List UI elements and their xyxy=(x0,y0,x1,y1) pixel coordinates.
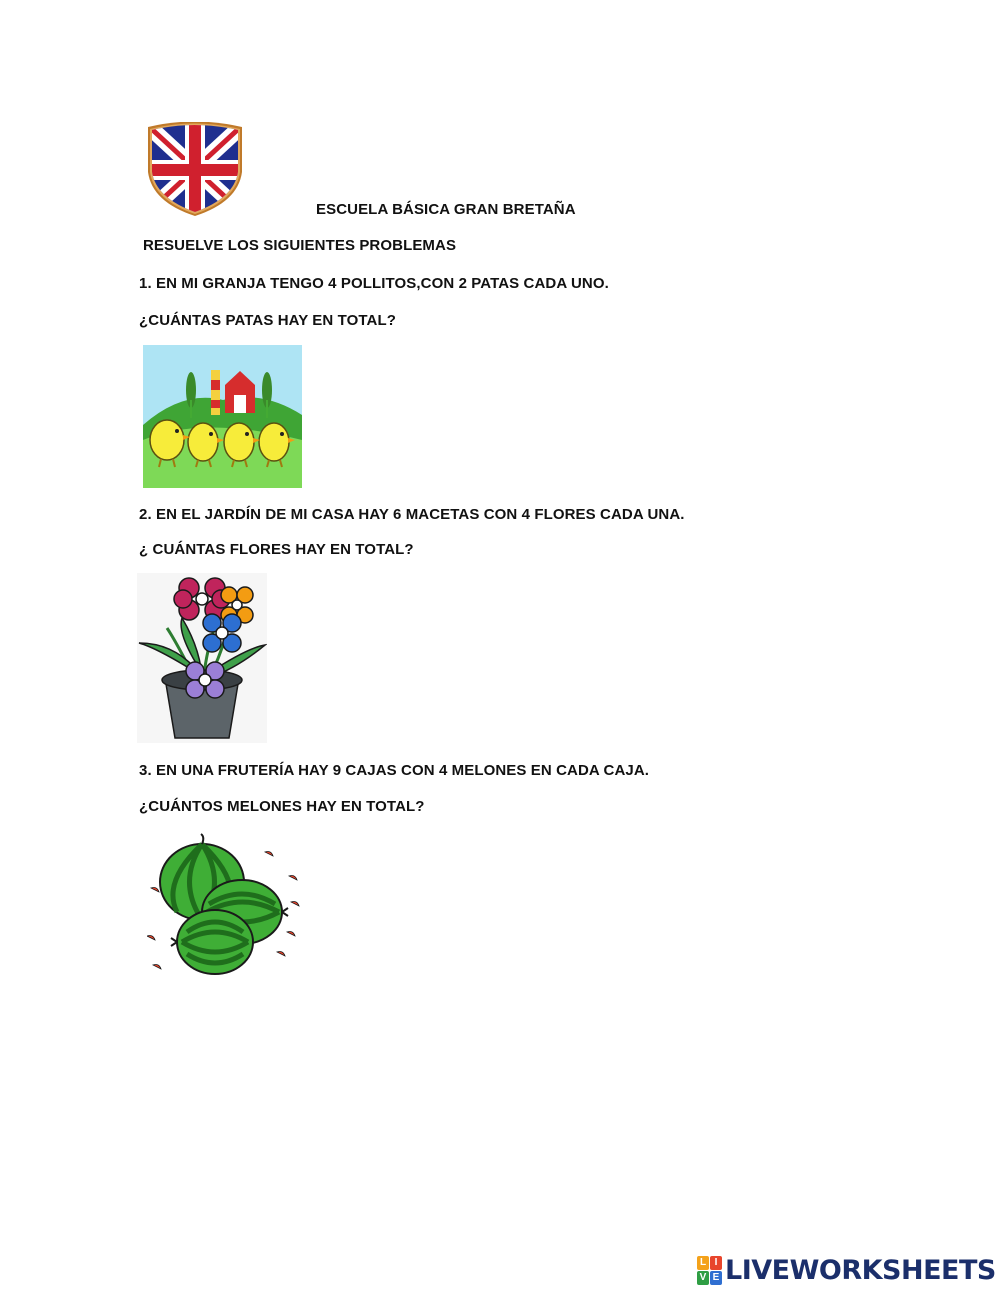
flower-pot-illustration xyxy=(137,573,267,743)
problem-2-question: ¿ CUÁNTAS FLORES HAY EN TOTAL? xyxy=(139,541,414,558)
problem-1-question: ¿CUÁNTAS PATAS HAY EN TOTAL? xyxy=(139,312,396,329)
problem-1-statement: 1. EN MI GRANJA TENGO 4 POLLITOS,CON 2 PATAS CADA UNO. xyxy=(139,275,609,292)
brand-block-e: E xyxy=(710,1271,722,1285)
school-name: ESCUELA BÁSICA GRAN BRETAÑA xyxy=(316,201,576,218)
problem-3-statement: 3. EN UNA FRUTERÍA HAY 9 CAJAS CON 4 MELONES EN CADA CAJA. xyxy=(139,762,650,779)
brand-block-i: I xyxy=(710,1256,722,1270)
chicks-farm-illustration xyxy=(143,345,302,488)
problem-2-statement: 2. EN EL JARDÍN DE MI CASA HAY 6 MACETAS CON 4 FLORES CADA UNA. xyxy=(139,506,685,523)
brand-block-v: V xyxy=(697,1271,709,1285)
instruction-heading: RESUELVE LOS SIGUIENTES PROBLEMAS xyxy=(143,237,457,254)
union-jack-shield-icon xyxy=(144,122,246,216)
brand-name: LIVEWORKSHEETS xyxy=(725,1254,996,1286)
problem-3-question: ¿CUÁNTOS MELONES HAY EN TOTAL? xyxy=(139,798,425,815)
liveworksheets-logo xyxy=(697,1255,996,1285)
brand-block-l: L xyxy=(697,1256,709,1270)
liveworksheets-blocks-icon xyxy=(697,1256,722,1285)
watermelons-illustration xyxy=(147,832,307,978)
